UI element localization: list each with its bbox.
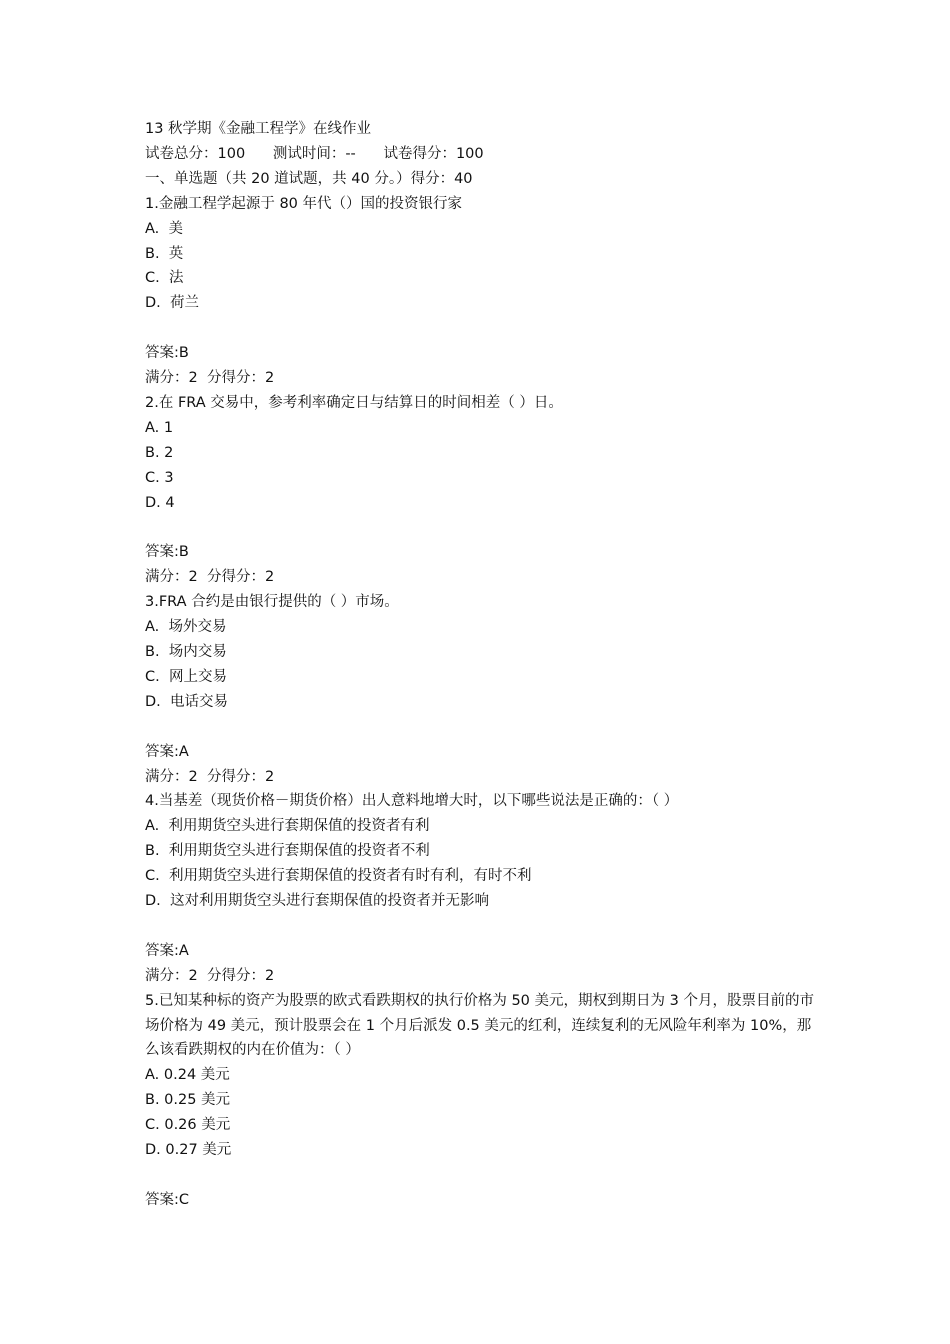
option-b: B. 英 [145,245,184,262]
option-b: B. 利用期货空头进行套期保值的投资者不利 [145,843,430,860]
question-block [145,192,825,391]
answer-line: 答案:A [145,942,189,959]
option-b: B. 2 [145,444,174,461]
option-a: A. 1 [145,419,174,436]
question-block [145,989,825,1213]
spacer [145,914,825,939]
option-d: D. 这对利用期货空头进行套期保值的投资者并无影响 [145,893,489,910]
score-line: 满分：2 分得分：2 [145,967,275,984]
spacer [145,1163,825,1188]
score-summary: 试卷总分：100 测试时间：-- 试卷得分：100 [145,145,484,162]
score-line: 满分：2 分得分：2 [145,768,275,785]
question-block [145,391,825,590]
option-c: C. 3 [145,469,174,486]
option-b: B. 0.25 美元 [145,1092,231,1109]
question-block [145,789,825,988]
question-text: 1.金融工程学起源于 80 年代（）国的投资银行家 [145,195,463,212]
answer-line: 答案:B [145,544,189,561]
score-line: 满分：2 分得分：2 [145,370,275,387]
document-title: 13 秋学期《金融工程学》在线作业 [145,121,372,137]
option-c: C. 利用期货空头进行套期保值的投资者有时有利，有时不利 [145,868,532,885]
question-text: 2.在 FRA 交易中，参考利率确定日与结算日的时间相差（ ）日。 [145,394,563,411]
option-d: D. 荷兰 [145,295,199,312]
answer-line: 答案:C [145,1191,190,1208]
section-heading: 一、单选题（共 20 道试题，共 40 分。）得分：40 [145,170,473,187]
option-b: B. 场内交易 [145,644,227,660]
question-text: 4.当基差（现货价格－期货价格）出人意料地增大时，以下哪些说法是正确的：（ ） [145,793,679,810]
option-c: C. 网上交易 [145,668,227,685]
score-line: 满分：2 分得分：2 [145,569,275,586]
option-d: D. 0.27 美元 [145,1142,232,1159]
question-block [145,590,825,789]
spacer [145,515,825,540]
document-page [145,117,825,1213]
spacer [145,316,825,341]
option-a: A. 0.24 美元 [145,1067,230,1084]
option-a: A. 利用期货空头进行套期保值的投资者有利 [145,818,430,835]
question-text: 3.FRA 合约是由银行提供的（ ）市场。 [145,594,399,611]
option-c: C. 0.26 美元 [145,1117,231,1134]
option-d: D. 4 [145,494,175,511]
answer-line: 答案:A [145,743,189,760]
question-text: 5.已知某种标的资产为股票的欧式看跌期权的执行价格为 50 美元，期权到期日为 3 个月，股票目前的市场价格为 49 美元，预计股票会在 1 个月后派发 0.5 美元的红利，连续复利的无风险年利率为 10%，那么该看跌期权的内在价值为：（ ） [145,992,814,1059]
option-d: D. 电话交易 [145,693,228,710]
option-a: A. 美 [145,220,183,237]
spacer [145,715,825,740]
option-a: A. 场外交易 [145,619,227,636]
option-c: C. 法 [145,270,184,287]
answer-line: 答案:B [145,345,189,362]
